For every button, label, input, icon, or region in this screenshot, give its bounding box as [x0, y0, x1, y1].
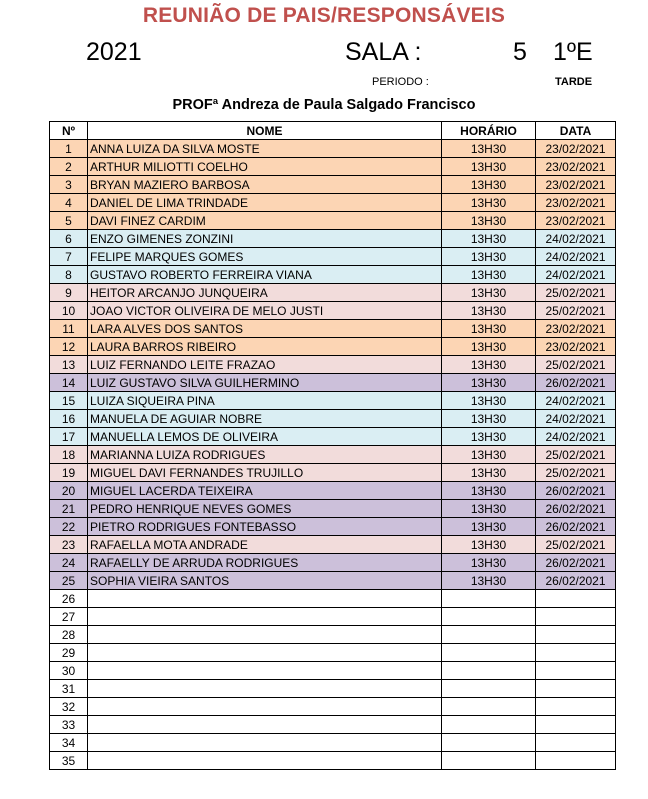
table-row	[50, 158, 616, 176]
row-number: 17	[50, 428, 88, 446]
meeting-time	[442, 590, 536, 608]
row-number: 16	[50, 410, 88, 428]
teacher-name: PROFª Andreza de Paula Salgado Francisco	[172, 97, 476, 113]
meeting-time: 13H30	[442, 554, 536, 572]
meeting-time	[442, 716, 536, 734]
table-row	[50, 212, 616, 230]
meeting-time: 13H30	[442, 302, 536, 320]
row-number: 13	[50, 356, 88, 374]
student-name: ENZO GIMENES ZONZINI	[88, 230, 442, 248]
meeting-date: 23/02/2021	[536, 140, 616, 158]
row-number: 1	[50, 140, 88, 158]
meeting-time: 13H30	[442, 428, 536, 446]
table-row	[50, 302, 616, 320]
period-label: PERIODO :	[372, 76, 429, 88]
table-row	[50, 464, 616, 482]
table-row	[50, 248, 616, 266]
row-number: 27	[50, 608, 88, 626]
student-name	[88, 698, 442, 716]
meeting-date: 26/02/2021	[536, 374, 616, 392]
meeting-time: 13H30	[442, 338, 536, 356]
student-name	[88, 734, 442, 752]
row-number: 3	[50, 176, 88, 194]
meeting-time: 13H30	[442, 284, 536, 302]
meeting-date	[536, 680, 616, 698]
meeting-time: 13H30	[442, 140, 536, 158]
meeting-time: 13H30	[442, 356, 536, 374]
row-number: 23	[50, 536, 88, 554]
meeting-time: 13H30	[442, 410, 536, 428]
table-header-row	[50, 122, 616, 140]
meeting-date: 23/02/2021	[536, 338, 616, 356]
meeting-date: 23/02/2021	[536, 212, 616, 230]
student-name: FELIPE MARQUES GOMES	[88, 248, 442, 266]
row-number: 6	[50, 230, 88, 248]
meeting-date: 26/02/2021	[536, 482, 616, 500]
row-number: 26	[50, 590, 88, 608]
student-name: LARA ALVES DOS SANTOS	[88, 320, 442, 338]
meeting-date: 25/02/2021	[536, 536, 616, 554]
meeting-time: 13H30	[442, 572, 536, 590]
row-number: 2	[50, 158, 88, 176]
student-name	[88, 662, 442, 680]
students-table	[49, 121, 616, 770]
meeting-time: 13H30	[442, 158, 536, 176]
meeting-date	[536, 644, 616, 662]
row-number: 12	[50, 338, 88, 356]
row-number: 20	[50, 482, 88, 500]
row-number: 10	[50, 302, 88, 320]
student-name	[88, 680, 442, 698]
table-row	[50, 608, 616, 626]
meeting-date: 26/02/2021	[536, 572, 616, 590]
student-name: MANUELA DE AGUIAR NOBRE	[88, 410, 442, 428]
table-row	[50, 572, 616, 590]
row-number: 4	[50, 194, 88, 212]
class-label: 1ºE	[553, 38, 593, 66]
row-number: 33	[50, 716, 88, 734]
meeting-time: 13H30	[442, 392, 536, 410]
column-header-time: HORÁRIO	[442, 122, 536, 140]
student-name: MARIANNA LUIZA RODRIGUES	[88, 446, 442, 464]
student-name: MIGUEL LACERDA TEIXEIRA	[88, 482, 442, 500]
student-name: BRYAN MAZIERO BARBOSA	[88, 176, 442, 194]
meeting-time	[442, 680, 536, 698]
meeting-date: 23/02/2021	[536, 176, 616, 194]
meeting-date: 26/02/2021	[536, 500, 616, 518]
meeting-date: 24/02/2021	[536, 392, 616, 410]
table-row	[50, 500, 616, 518]
column-header-name: NOME	[88, 122, 442, 140]
meeting-date: 26/02/2021	[536, 554, 616, 572]
column-header-number: Nº	[50, 122, 88, 140]
table-row	[50, 266, 616, 284]
student-name	[88, 590, 442, 608]
table-row	[50, 230, 616, 248]
meeting-date: 23/02/2021	[536, 194, 616, 212]
meeting-date: 26/02/2021	[536, 518, 616, 536]
meeting-time: 13H30	[442, 194, 536, 212]
row-number: 29	[50, 644, 88, 662]
student-name	[88, 644, 442, 662]
meeting-time: 13H30	[442, 266, 536, 284]
student-name: JOAO VICTOR OLIVEIRA DE MELO JUSTI	[88, 302, 442, 320]
row-number: 22	[50, 518, 88, 536]
row-number: 7	[50, 248, 88, 266]
meeting-date: 25/02/2021	[536, 356, 616, 374]
meeting-time: 13H30	[442, 374, 536, 392]
meeting-date	[536, 626, 616, 644]
sala-number: 5	[513, 38, 527, 66]
row-number: 28	[50, 626, 88, 644]
meeting-date: 24/02/2021	[536, 428, 616, 446]
student-name: ANNA LUIZA DA SILVA MOSTE	[88, 140, 442, 158]
table-row	[50, 338, 616, 356]
meeting-time: 13H30	[442, 518, 536, 536]
meeting-date: 24/02/2021	[536, 410, 616, 428]
row-number: 11	[50, 320, 88, 338]
row-number: 31	[50, 680, 88, 698]
meeting-date: 24/02/2021	[536, 248, 616, 266]
meeting-date	[536, 716, 616, 734]
meeting-time	[442, 608, 536, 626]
row-number: 30	[50, 662, 88, 680]
table-row	[50, 284, 616, 302]
row-number: 34	[50, 734, 88, 752]
meeting-date: 23/02/2021	[536, 320, 616, 338]
row-number: 9	[50, 284, 88, 302]
table-row	[50, 680, 616, 698]
meeting-time: 13H30	[442, 464, 536, 482]
meeting-time: 13H30	[442, 536, 536, 554]
student-name: DAVI FINEZ CARDIM	[88, 212, 442, 230]
meeting-date	[536, 734, 616, 752]
table-row	[50, 428, 616, 446]
student-name: LUIZ FERNANDO LEITE FRAZAO	[88, 356, 442, 374]
period-value: TARDE	[555, 76, 593, 88]
table-row	[50, 320, 616, 338]
meeting-time	[442, 626, 536, 644]
student-name	[88, 608, 442, 626]
student-name: MIGUEL DAVI FERNANDES TRUJILLO	[88, 464, 442, 482]
student-name: RAFAELLY DE ARRUDA RODRIGUES	[88, 554, 442, 572]
meeting-time: 13H30	[442, 446, 536, 464]
table-row	[50, 356, 616, 374]
table-row	[50, 194, 616, 212]
page-title: REUNIÃO DE PAIS/RESPONSÁVEIS	[142, 4, 506, 27]
meeting-date	[536, 590, 616, 608]
table-body	[50, 140, 616, 770]
meeting-date	[536, 608, 616, 626]
meeting-date: 25/02/2021	[536, 464, 616, 482]
table-row	[50, 590, 616, 608]
meeting-time	[442, 734, 536, 752]
row-number: 25	[50, 572, 88, 590]
column-header-date: DATA	[536, 122, 616, 140]
meeting-time: 13H30	[442, 176, 536, 194]
meeting-time: 13H30	[442, 212, 536, 230]
sala-label: SALA :	[345, 38, 422, 66]
meeting-time	[442, 662, 536, 680]
student-name	[88, 626, 442, 644]
meeting-date	[536, 698, 616, 716]
table-row	[50, 734, 616, 752]
table-row	[50, 140, 616, 158]
student-name: RAFAELLA MOTA ANDRADE	[88, 536, 442, 554]
meeting-time	[442, 644, 536, 662]
meeting-time: 13H30	[442, 482, 536, 500]
student-name: SOPHIA VIEIRA SANTOS	[88, 572, 442, 590]
meeting-date	[536, 662, 616, 680]
student-name: HEITOR ARCANJO JUNQUEIRA	[88, 284, 442, 302]
meeting-time: 13H30	[442, 320, 536, 338]
row-number: 5	[50, 212, 88, 230]
table-row	[50, 176, 616, 194]
student-name: GUSTAVO ROBERTO FERREIRA VIANA	[88, 266, 442, 284]
student-name	[88, 752, 442, 770]
meeting-date: 25/02/2021	[536, 284, 616, 302]
row-number: 24	[50, 554, 88, 572]
table-row	[50, 536, 616, 554]
meeting-time: 13H30	[442, 230, 536, 248]
row-number: 8	[50, 266, 88, 284]
table-row	[50, 482, 616, 500]
student-name	[88, 716, 442, 734]
meeting-date: 25/02/2021	[536, 302, 616, 320]
row-number: 19	[50, 464, 88, 482]
table-row	[50, 410, 616, 428]
table-row	[50, 446, 616, 464]
meeting-date: 23/02/2021	[536, 158, 616, 176]
table-row	[50, 644, 616, 662]
student-name: PEDRO HENRIQUE NEVES GOMES	[88, 500, 442, 518]
meeting-date	[536, 752, 616, 770]
meeting-time: 13H30	[442, 500, 536, 518]
row-number: 32	[50, 698, 88, 716]
row-number: 18	[50, 446, 88, 464]
student-name: MANUELLA LEMOS DE OLIVEIRA	[88, 428, 442, 446]
table-row	[50, 698, 616, 716]
table-row	[50, 554, 616, 572]
table-row	[50, 752, 616, 770]
meeting-date: 24/02/2021	[536, 230, 616, 248]
table-row	[50, 518, 616, 536]
table-row	[50, 374, 616, 392]
table-row	[50, 662, 616, 680]
meeting-date: 25/02/2021	[536, 446, 616, 464]
row-number: 35	[50, 752, 88, 770]
meeting-time	[442, 698, 536, 716]
meeting-time: 13H30	[442, 248, 536, 266]
year-label: 2021	[86, 38, 142, 66]
student-name: LUIZA SIQUEIRA PINA	[88, 392, 442, 410]
student-name: LUIZ GUSTAVO SILVA GUILHERMINO	[88, 374, 442, 392]
row-number: 21	[50, 500, 88, 518]
student-name: ARTHUR MILIOTTI COELHO	[88, 158, 442, 176]
table-row	[50, 716, 616, 734]
student-name: LAURA BARROS RIBEIRO	[88, 338, 442, 356]
student-name: PIETRO RODRIGUES FONTEBASSO	[88, 518, 442, 536]
row-number: 15	[50, 392, 88, 410]
table-row	[50, 626, 616, 644]
meeting-time	[442, 752, 536, 770]
meeting-date: 24/02/2021	[536, 266, 616, 284]
table-row	[50, 392, 616, 410]
row-number: 14	[50, 374, 88, 392]
student-name: DANIEL DE LIMA TRINDADE	[88, 194, 442, 212]
